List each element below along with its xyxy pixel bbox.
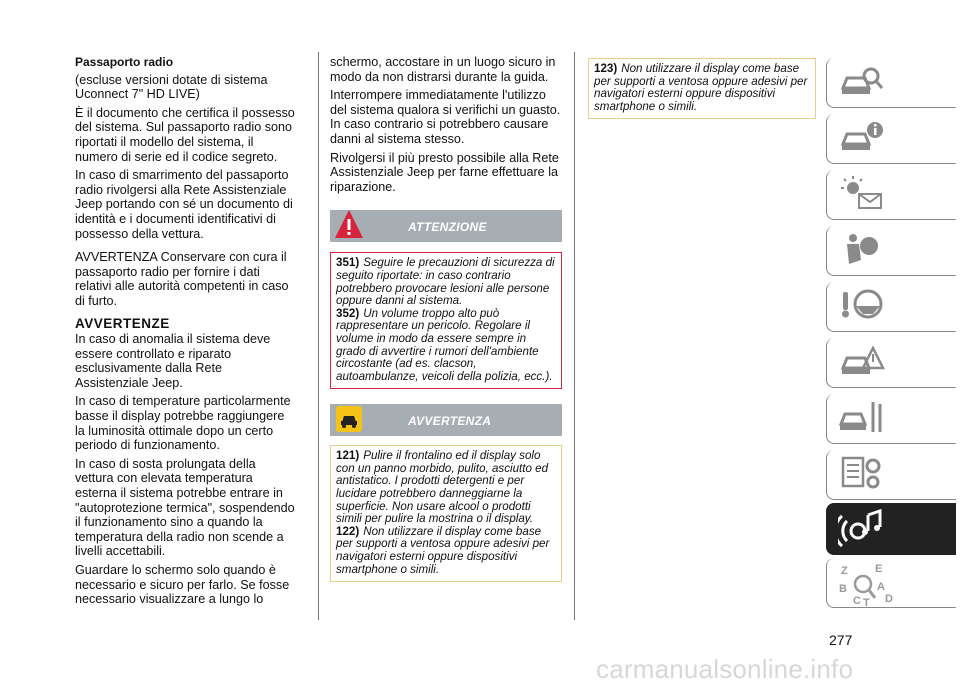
warning-box bbox=[588, 58, 816, 119]
chapter-sidebar bbox=[826, 0, 960, 683]
warning-banner bbox=[330, 404, 562, 436]
warning-box bbox=[330, 445, 562, 582]
svg-text:B: B bbox=[839, 583, 847, 595]
technical-data-icon bbox=[839, 454, 885, 494]
tab-chapter-9-multimedia[interactable] bbox=[826, 503, 956, 555]
tab-chapter-4[interactable] bbox=[826, 226, 956, 276]
paragraph: In caso di temperature particolarmente basse il display potrebbe raggiungere la luminosità ottimale dopo un certo periodo di funzionamento. bbox=[75, 394, 291, 453]
tab-chapter-3[interactable] bbox=[826, 170, 956, 220]
note-text: Non utilizzare il display come base per supporti a ventosa oppure adesivi per navigatori esterni oppure dispositivi smartphone o simili. bbox=[594, 62, 808, 113]
attention-box bbox=[330, 252, 562, 389]
note-text: Pulire il frontalino ed il display solo con un panno morbido, pulito, asciutto ed antistatico. I prodotti detergenti e per lucidare potrebbero danneggiarne la superficie. Non usare alcool o prodotti simili per pulire la mostrina o il display. bbox=[336, 449, 549, 526]
svg-text:C: C bbox=[853, 595, 861, 607]
tab-chapter-5[interactable] bbox=[826, 282, 956, 332]
note-item bbox=[336, 257, 556, 307]
svg-text:A: A bbox=[877, 581, 885, 593]
paragraph: Rivolgersi il più presto possibile alla Rete Assistenziale Jeep per farne effettuare la riparazione. bbox=[330, 150, 559, 194]
svg-text:E: E bbox=[875, 563, 883, 575]
note-item bbox=[594, 63, 810, 113]
column-2 bbox=[330, 55, 562, 582]
danger-triangle-icon bbox=[334, 208, 364, 240]
car-skid-warning-icon bbox=[334, 402, 364, 434]
note-text: Un volume troppo alto può rappresentare un pericolo. Regolare il volume in modo da essere sempre in grado di avvertire i rumori dell'ambiente circostante (ad es. clacson, autoambulanze, veicoli della polizia, ecc.). bbox=[336, 306, 553, 383]
note-text: Non utilizzare il display come base per supporti a ventosa oppure adesivi per navigatori esterni oppure dispositivi smartphone o simili. bbox=[336, 524, 550, 576]
attention-title: ATTENZIONE bbox=[408, 220, 487, 235]
svg-text:D: D bbox=[885, 593, 893, 605]
column-divider bbox=[318, 52, 319, 620]
airbag-safety-icon bbox=[839, 230, 885, 270]
car-maintenance-icon bbox=[839, 398, 885, 438]
note-item bbox=[336, 526, 556, 576]
paragraph: Interrompere immediatamente l'utilizzo del sistema qualora si verifichi un guasto. In caso contrario si potrebbero causare danni al sistema stesso. bbox=[330, 88, 561, 146]
car-info-icon bbox=[839, 118, 885, 158]
paragraph: AVVERTENZA Conservare con cura il passaporto radio per fornire i dati relativi alle autorità competenti in caso di furto. bbox=[75, 250, 289, 308]
paragraph: È il documento che certifica il possesso del sistema. Sul passaporto radio sono riportati il modello del sistema, il numero di serie ed il codice segreto. bbox=[75, 105, 295, 164]
alphabetical-index-icon bbox=[839, 562, 899, 608]
car-warning-icon bbox=[839, 342, 885, 382]
column-3 bbox=[588, 55, 816, 119]
paragraph: In caso di anomalia il sistema deve essere controllato e riparato esclusivamente dalla Rete Assistenziale Jeep. bbox=[75, 332, 271, 390]
tab-chapter-1[interactable] bbox=[826, 58, 956, 108]
warnings-heading: AVVERTENZE bbox=[75, 315, 170, 331]
paragraph: In caso di smarrimento del passaporto radio rivolgersi alla Rete Assistenziale Jeep portando con sé un documento di identità e i documenti identificativi di possesso della vettura. bbox=[75, 168, 293, 241]
svg-text:T: T bbox=[863, 597, 870, 608]
tab-chapter-8[interactable] bbox=[826, 450, 956, 500]
note-item bbox=[336, 450, 556, 526]
column-1 bbox=[75, 55, 297, 611]
note-item bbox=[336, 308, 556, 384]
svg-text:Z: Z bbox=[841, 565, 848, 577]
note-number: 121) bbox=[336, 449, 360, 463]
note-number: 352) bbox=[336, 306, 360, 320]
attention-banner bbox=[330, 210, 562, 242]
tab-chapter-10-index[interactable] bbox=[826, 558, 956, 608]
column-divider bbox=[574, 52, 575, 620]
watermark: carmanualsonline.info bbox=[596, 654, 854, 684]
note-text: Seguire le precauzioni di sicurezza di seguito riportate: in caso contrario potrebbero provocare lesioni alle persone oppure danni al sistema. bbox=[336, 256, 555, 308]
paragraph: In caso di sosta prolungata della vettura con elevata temperatura esterna il sistema potrebbe entrare in "autoprotezione termica", sospendendo il funzionamento sino a quando la temperatura della radio non scende a livelli accettabili. bbox=[75, 456, 295, 559]
note-number: 122) bbox=[336, 524, 360, 538]
warning-title: AVVERTENZA bbox=[408, 414, 492, 429]
note-number: 123) bbox=[594, 62, 618, 75]
tab-chapter-7[interactable] bbox=[826, 394, 956, 444]
tab-chapter-2[interactable] bbox=[826, 114, 956, 164]
steering-wheel-icon bbox=[839, 286, 885, 326]
paragraph: (escluse versioni dotate di sistema Uconnect 7" HD LIVE) bbox=[75, 72, 268, 102]
car-search-icon bbox=[839, 62, 885, 102]
note-number: 351) bbox=[336, 256, 360, 270]
paragraph: Guardare lo schermo solo quando è necessario e sicuro per farlo. Se fosse necessario visualizzare a lungo lo bbox=[75, 563, 290, 607]
warning-lights-icon bbox=[839, 174, 885, 214]
paragraph: schermo, accostare in un luogo sicuro in modo da non distrarsi durante la guida. bbox=[330, 55, 556, 84]
page-number: 277 bbox=[829, 632, 853, 648]
tab-chapter-6[interactable] bbox=[826, 338, 956, 388]
section-heading: Passaporto radio bbox=[75, 55, 174, 69]
multimedia-icon bbox=[838, 507, 884, 551]
